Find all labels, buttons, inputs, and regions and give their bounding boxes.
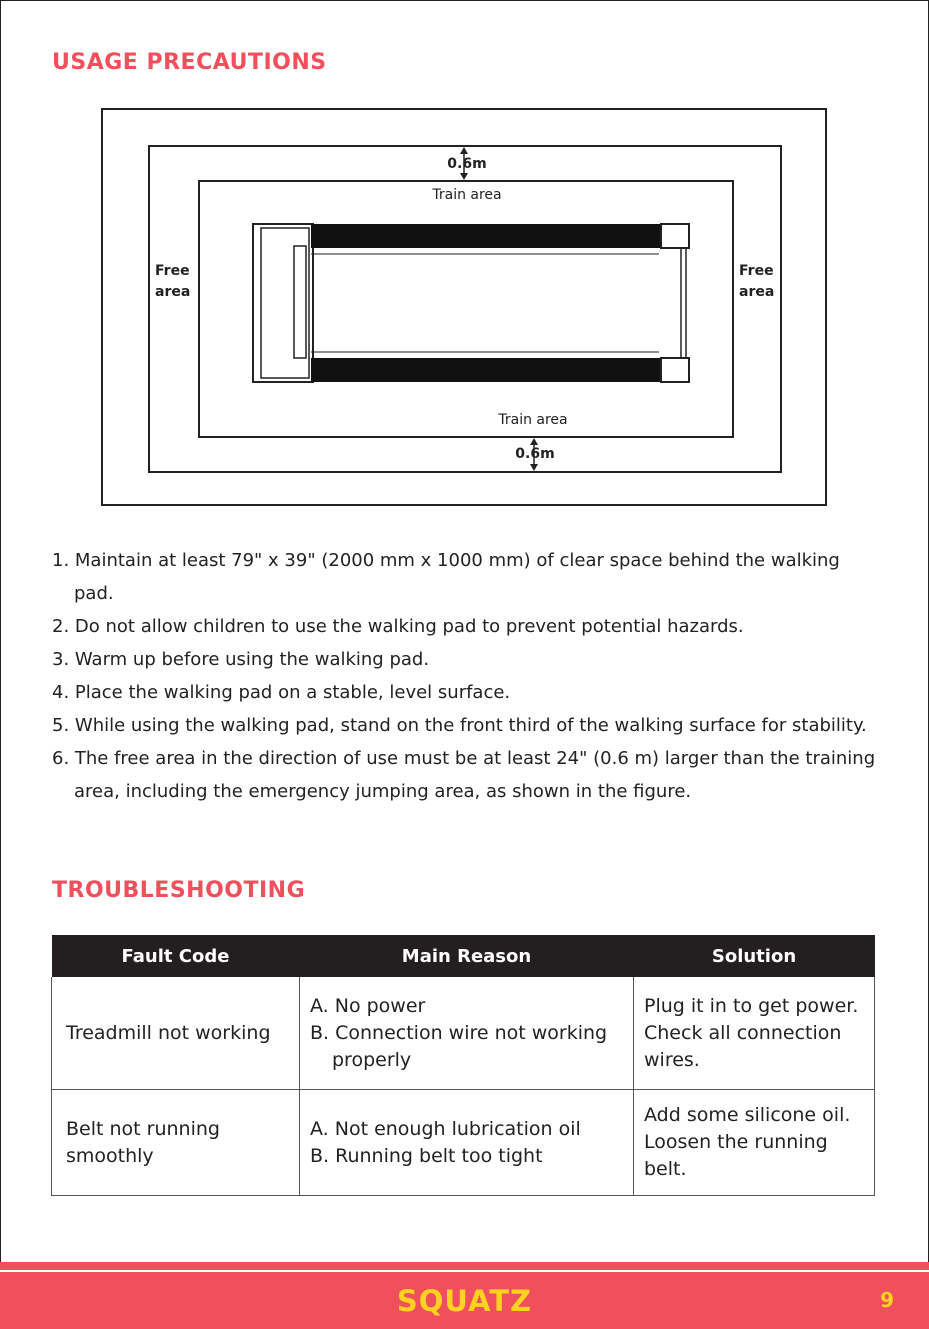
solution-line: Plug it in to get power. (644, 994, 859, 1017)
usage-precautions-title: USAGE PRECAUTIONS (52, 50, 327, 75)
top-train-label: Train area (432, 187, 502, 203)
page-number: 9 (880, 1288, 894, 1312)
table-row (52, 977, 875, 1090)
precaution-item-1: 1. Maintain at least 79" x 39" (2000 mm x 1000 mm) of clear space behind the walking pad. (52, 550, 840, 604)
reason-line: B. Running belt too tight (310, 1144, 543, 1167)
precautions-list (52, 544, 882, 808)
precaution-item-5: 5. While using the walking pad, stand on the front third of the walking surface for stability. (52, 715, 867, 736)
header-solution: Solution (634, 935, 875, 977)
left-free-label-2: area (155, 284, 191, 300)
right-free-label-2: area (739, 284, 775, 300)
troubleshooting-title: TROUBLESHOOTING (52, 878, 306, 903)
bottom-gap-label: 0.6m (515, 446, 555, 462)
precaution-item-4: 4. Place the walking pad on a stable, level surface. (52, 682, 511, 703)
precaution-item-2: 2. Do not allow children to use the walking pad to prevent potential hazards. (52, 616, 744, 637)
reason-line: B. Connection wire not working properly (310, 1021, 608, 1071)
clearance-diagram-svg (103, 110, 829, 508)
solution-cell (634, 977, 875, 1090)
brand-logo: SQUATZ (396, 1284, 533, 1318)
header-main-reason: Main Reason (300, 935, 634, 977)
top-gap-label: 0.6m (447, 156, 487, 172)
table-header-row (52, 935, 875, 977)
solution-line: Check all connection wires. (644, 1021, 842, 1071)
reason-line: A. Not enough lubrication oil (310, 1117, 581, 1140)
fault-cell: Belt not running smoothly (52, 1090, 300, 1196)
troubleshooting-table (51, 935, 875, 1196)
solution-cell (634, 1090, 875, 1196)
reason-cell (300, 1090, 634, 1196)
solution-line: Add some silicone oil. (644, 1104, 851, 1126)
precaution-item-6: 6. The free area in the direction of use must be at least 24" (0.6 m) larger than the training area, including the emergency jumping area, as shown in the figure. (52, 748, 876, 802)
solution-line: Loosen the running belt. (644, 1131, 828, 1180)
fault-cell: Treadmill not working (52, 977, 300, 1090)
header-fault-code: Fault Code (52, 935, 300, 977)
clearance-diagram (101, 108, 827, 506)
reason-line: A. No power (310, 994, 426, 1017)
walking-pad-illustration (253, 224, 689, 382)
left-free-label-1: Free (155, 263, 190, 279)
bottom-train-label: Train area (498, 412, 568, 428)
right-free-label-1: Free (739, 263, 774, 279)
table-row (52, 1090, 875, 1196)
precaution-item-3: 3. Warm up before using the walking pad. (52, 649, 430, 670)
footer-stripe (0, 1270, 929, 1272)
reason-cell (300, 977, 634, 1090)
